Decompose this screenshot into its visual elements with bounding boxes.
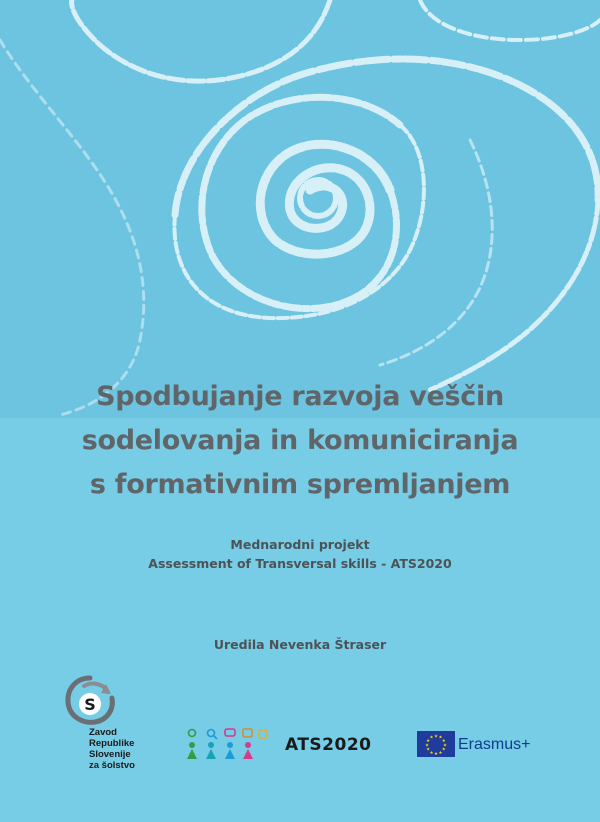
svg-text:★: ★ bbox=[433, 734, 439, 740]
title-line-2: sodelovanja in komuniciranja bbox=[81, 425, 519, 456]
svg-text:★: ★ bbox=[441, 747, 446, 753]
zrss-logo bbox=[62, 672, 152, 732]
svg-text:★: ★ bbox=[426, 747, 431, 753]
zrss-logo-icon bbox=[62, 672, 118, 728]
title-line-1: Spodbujanje razvoja veščin bbox=[96, 381, 504, 412]
ats-figures bbox=[184, 728, 274, 766]
svg-text:★: ★ bbox=[433, 752, 439, 757]
ats-figures-icon bbox=[184, 728, 274, 762]
svg-text:★: ★ bbox=[426, 739, 431, 744]
zrss-name bbox=[89, 727, 135, 771]
title-line-3: s formativnim spremljanjem bbox=[89, 469, 511, 500]
svg-text:★: ★ bbox=[438, 750, 443, 756]
svg-text:★: ★ bbox=[438, 735, 443, 741]
zrss-name-line: za šolstvo bbox=[89, 760, 135, 771]
erasmus-logo-label: Erasmus+ bbox=[458, 736, 531, 753]
document-title bbox=[0, 375, 600, 507]
svg-text:★: ★ bbox=[424, 743, 430, 749]
ats-logo-label: ATS2020 bbox=[285, 735, 372, 755]
zrss-name-line: Republike bbox=[89, 738, 135, 749]
zrss-name-line: Zavod bbox=[89, 727, 117, 738]
svg-text:★: ★ bbox=[429, 735, 434, 741]
subtitle-line-2: Assessment of Transversal skills - ATS2020 bbox=[148, 556, 452, 571]
svg-text:★: ★ bbox=[441, 739, 446, 744]
eu-flag bbox=[417, 731, 455, 761]
svg-text:★: ★ bbox=[442, 743, 448, 749]
eu-flag-icon bbox=[417, 731, 455, 757]
svg-text:S: S bbox=[84, 695, 96, 714]
subtitle-line-1: Mednarodni projekt bbox=[230, 537, 370, 552]
svg-text:★: ★ bbox=[429, 750, 434, 756]
zrss-name-line: Slovenije bbox=[89, 749, 131, 760]
editor-credit: Uredila Nevenka Štraser bbox=[213, 637, 387, 652]
